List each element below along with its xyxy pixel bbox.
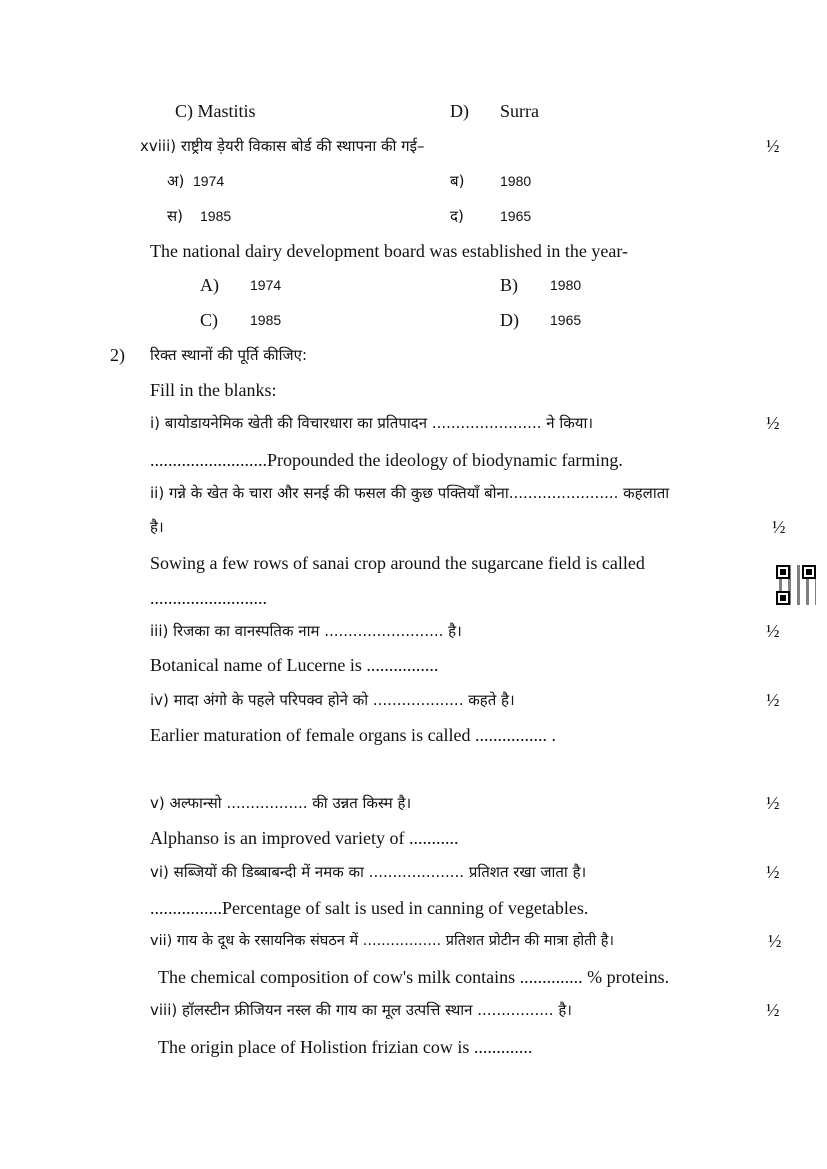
marks: ½ bbox=[766, 793, 780, 813]
option-d: Surra bbox=[500, 101, 539, 121]
hindi-option-label: ब) bbox=[450, 172, 465, 190]
english-option-label: C) bbox=[200, 310, 218, 330]
marks: ½ bbox=[766, 1000, 780, 1020]
marks: ½ bbox=[766, 621, 780, 641]
hindi-option-label: स) bbox=[167, 207, 183, 225]
hindi-option-value: 1974 bbox=[193, 173, 225, 189]
english-option-value: 1974 bbox=[250, 277, 282, 293]
marks: ½ bbox=[766, 136, 780, 156]
marks: ½ bbox=[766, 413, 780, 433]
blank-v-english: Alphanso is an improved variety of ........... bbox=[150, 828, 459, 848]
blank-vii-hindi: vii) गाय के दूध के रसायनिक संघठन में ................. प्रतिशत प्रोटीन की मात्रा होती है। bbox=[150, 933, 615, 949]
english-option-label: D) bbox=[500, 310, 519, 330]
blank-i-english: ..........................Propounded the ideology of biodynamic farming. bbox=[150, 450, 623, 470]
blank-vi-hindi: vi) सब्जियों की डिब्बाबन्दी में नमक का .................... प्रतिशत रखा जाता है। bbox=[150, 863, 587, 881]
question-number: 2) bbox=[110, 345, 125, 365]
blank-ii-english: Sowing a few rows of sanai crop around the sugarcane field is called bbox=[150, 553, 645, 573]
blank-iii-hindi: iii) रिजका का वानस्पतिक नाम ......................... है। bbox=[150, 622, 462, 640]
blank-viii-english: The origin place of Holistion frizian cow is ............. bbox=[158, 1037, 533, 1057]
question-xviii-hindi: xviii) राष्ट्रीय ड़ेयरी विकास बोर्ड की स्थापना की गई– bbox=[140, 137, 425, 155]
blank-ii-english-cont: .......................... bbox=[150, 588, 267, 608]
hindi-option-value: 1965 bbox=[500, 208, 532, 224]
blank-ii-hindi-cont: है। bbox=[150, 518, 164, 536]
hindi-option-label: अ) bbox=[167, 172, 185, 190]
blank-vii-english: The chemical composition of cow's milk contains .............. % proteins. bbox=[158, 967, 670, 987]
hindi-option-value: 1980 bbox=[500, 173, 532, 189]
blank-iii-english: Botanical name of Lucerne is ................ bbox=[150, 655, 439, 675]
blank-i-hindi: i) बायोडायनेमिक खेती की विचारधारा का प्रतिपादन ....................... ने किया। bbox=[150, 414, 594, 432]
option-d-label: D) bbox=[450, 101, 469, 121]
hindi-option-label: द) bbox=[450, 207, 464, 225]
marks: ½ bbox=[766, 690, 780, 710]
english-option-value: 1980 bbox=[550, 277, 582, 293]
english-option-value: 1965 bbox=[550, 312, 582, 328]
blank-viii-hindi: viii) हॉलस्टीन फ्रीजियन नस्ल की गाय का मूल उत्पत्ति स्थान ................ है। bbox=[150, 1001, 572, 1019]
marks: ½ bbox=[772, 517, 786, 537]
q2-english-heading: Fill in the blanks: bbox=[150, 380, 277, 400]
question-xviii-english: The national dairy development board was established in the year- bbox=[150, 241, 628, 261]
hindi-option-value: 1985 bbox=[200, 208, 232, 224]
blank-iv-hindi: iv) मादा अंगो के पहले परिपक्व होने को ................... कहते है। bbox=[150, 691, 515, 709]
english-option-label: B) bbox=[500, 275, 518, 295]
blank-iv-english: Earlier maturation of female organs is called ................ . bbox=[150, 725, 557, 745]
marks: ½ bbox=[766, 862, 780, 882]
english-option-label: A) bbox=[200, 275, 219, 295]
marks: ½ bbox=[768, 931, 782, 951]
english-option-value: 1985 bbox=[250, 312, 282, 328]
blank-vi-english: ................Percentage of salt is used in canning of vegetables. bbox=[150, 898, 589, 918]
blank-ii-hindi: ii) गन्ने के खेत के चारा और सनई की फसल की कुछ पक्तियाँ बोना....................... कहलाता bbox=[150, 484, 670, 502]
q2-hindi-heading: रिक्त स्थानों की पूर्ति कीजिए: bbox=[150, 346, 308, 364]
blank-v-hindi: v) अल्फान्सो ................. की उन्नत किस्म है। bbox=[150, 794, 412, 812]
option-c: C) Mastitis bbox=[175, 101, 256, 121]
